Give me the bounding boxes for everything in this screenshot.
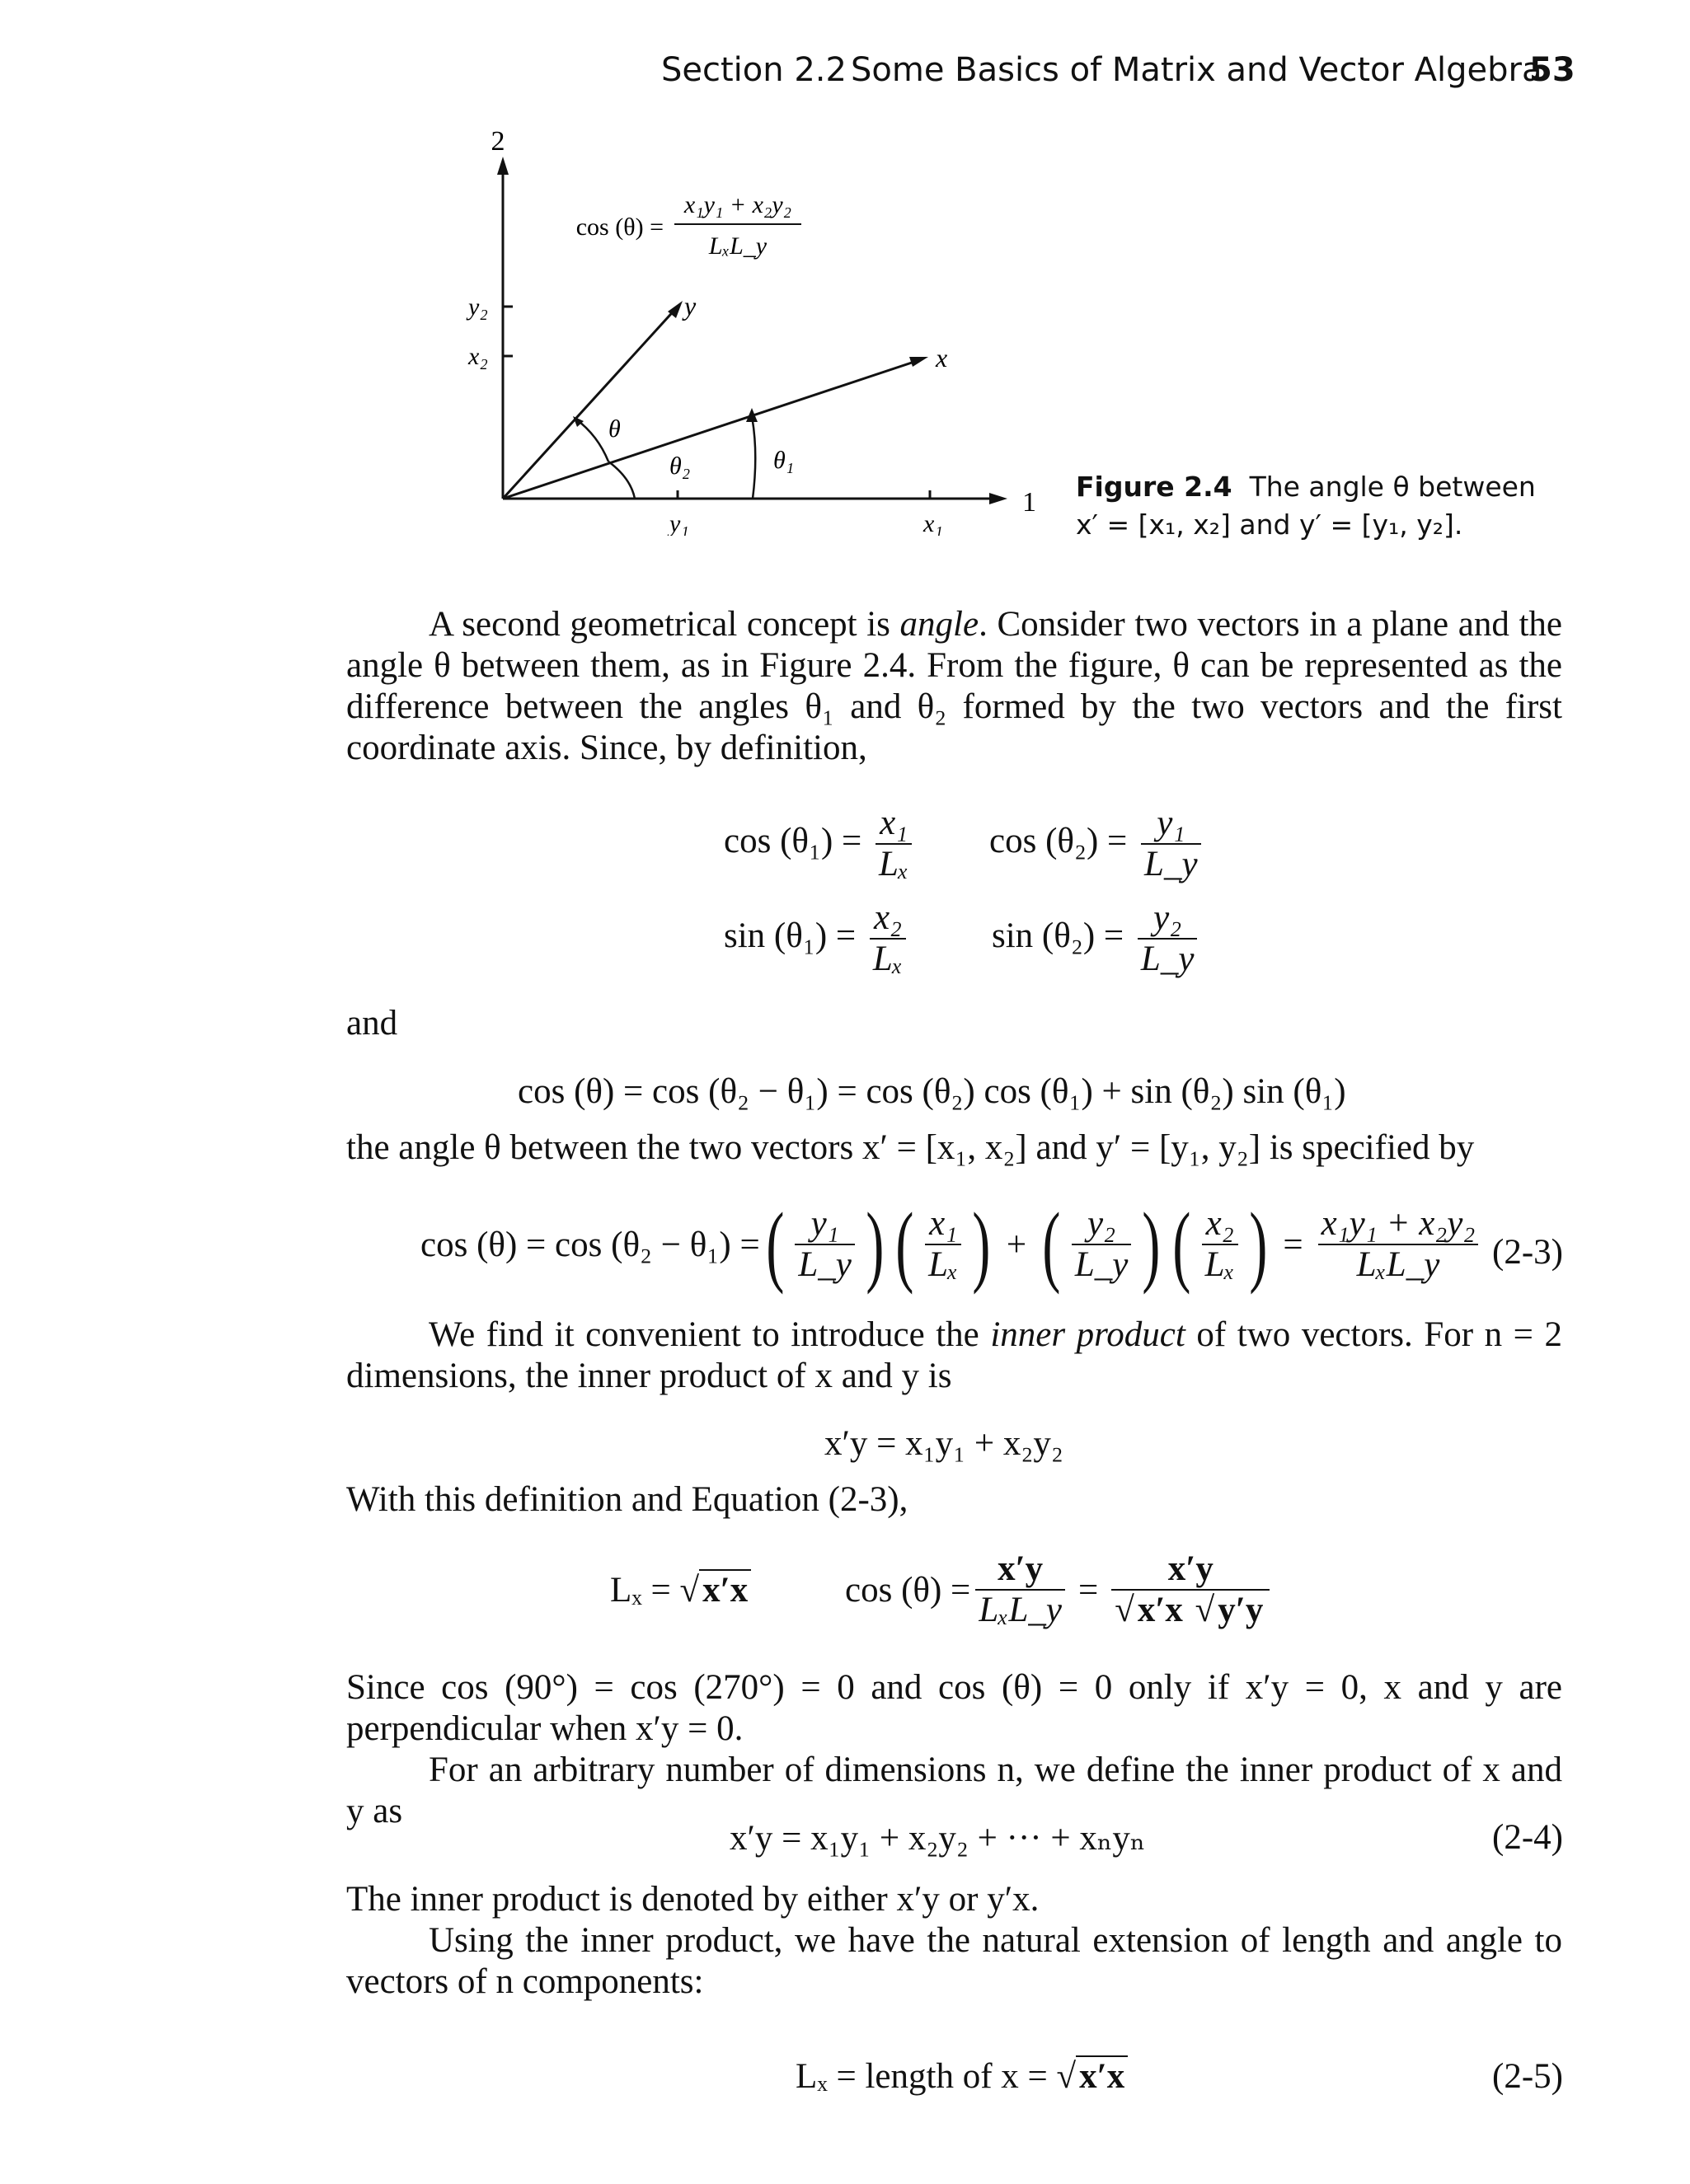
equation-number-2-3: (2-3) — [1492, 1233, 1563, 1272]
page-number: 53 — [1529, 51, 1575, 89]
caption-label: Figure 2.4 — [1076, 471, 1232, 503]
vector-x-arrow-icon — [909, 357, 928, 367]
figure-angle-diagram — [462, 124, 1088, 536]
eq-length-x: Lₓ = √x′x — [610, 1570, 751, 1610]
paragraph-angle-intro: A second geometrical concept is angle. Consider two vectors in a plane and the angle θ between them, as in Figure 2.4. From the figure, θ can be represented as the difference between the angles θ₁ and θ₂ formed by the two vectors and the first coordinate axis. Since, by definition, — [346, 605, 1562, 767]
label-x1: x₁ — [923, 510, 943, 536]
paragraph-arbitrary-dimensions: For an arbitrary number of dimensions n, we define the inner product of x and y as — [346, 1750, 1562, 1830]
eq-cos-theta1: cos (θ₁) = $\frac{\text{x₁}}{\text{Lₓ}}$ — [724, 804, 917, 884]
label-y1: y₁ — [669, 510, 689, 536]
figure-caption — [1076, 468, 1536, 544]
figure-formula-lhs: cos (θ) = — [575, 213, 664, 241]
paragraph-inner-product: We find it convenient to introduce the inner product of two vectors. For n = 2 dimensions, the inner product of x and y is — [346, 1315, 1562, 1395]
x-axis-arrow-icon — [989, 493, 1007, 504]
y-axis-arrow-icon — [497, 157, 509, 175]
theta2-arc — [608, 462, 635, 499]
section-label: Section 2.2 — [661, 51, 847, 89]
eq-cos-inner: cos (θ) = $\frac{x'y}{\text{LₓL\_y}}$ = $\frac{x'y}{√x'x √y'y}$ — [845, 1549, 1275, 1630]
label-theta2: θ₂ — [669, 452, 691, 480]
label-theta: θ — [608, 415, 621, 443]
figure-formula-den: LₓL_y — [708, 232, 768, 260]
label-x: x — [936, 343, 948, 373]
eq-sin-theta1: sin (θ₁) = $\frac{\text{x₂}}{\text{Lₓ}}$ — [724, 898, 911, 979]
label-x2: x₂ — [468, 343, 488, 370]
equation-2-3: cos (θ) = cos (θ₂ − θ₁) = ( $\frac{\text{y₁}}{L\_y}$ ) ( $\frac{\text{x₁}}{\text{Lₓ}}$ ) + ( $\frac{\text{y₂}}{L\_y}$ ) ( $\frac{\text{x₂}}{\text{Lₓ}}$ ) = $\frac{\text{x₁y₁ + x₂y₂}}{\text{LₓL\_y}}$ — [420, 1199, 1483, 1290]
equation-2-5: Lₓ = length of x = √x′x — [796, 2056, 1128, 2097]
word-and: and — [346, 1004, 398, 1043]
axis-label-1: 1 — [1022, 487, 1036, 518]
label-theta1: θ₁ — [773, 447, 795, 474]
figure-formula-num: x₁y₁ + x₂y₂ — [683, 191, 792, 218]
caption-line1: The angle θ between — [1249, 471, 1536, 503]
theta1-arc — [752, 416, 755, 499]
paragraph-angle-specified: the angle θ between the two vectors x′ = [x₁, x₂] and y′ = [y₁, y₂] is specified by — [346, 1128, 1475, 1167]
label-y2: y₂ — [468, 293, 488, 321]
equation-number-2-5: (2-5) — [1492, 2057, 1563, 2096]
paragraph-perpendicular: Since cos (90°) = cos (270°) = 0 and cos (θ) = 0 only if x′y = 0, x and y are perpendicular when x′y = 0. — [346, 1668, 1562, 1748]
emphasis-inner-product: inner product — [990, 1315, 1185, 1354]
paragraph-natural-extension: Using the inner product, we have the natural extension of length and angle to vectors of n components: — [346, 1921, 1562, 2001]
paragraph-denoted: The inner product is denoted by either x′y or y′x. — [346, 1880, 1040, 1919]
eq-sin-theta2: sin (θ₂) = $\frac{\text{y₂}}{L\_y}$ — [992, 898, 1202, 979]
label-y: y — [684, 291, 697, 321]
paragraph-with-definition: With this definition and Equation (2-3), — [346, 1480, 908, 1519]
theta-arc — [575, 419, 608, 462]
eq-cos-difference: cos (θ) = cos (θ₂ − θ₁) = cos (θ₂) cos (θ₁) + sin (θ₂) sin (θ₁) — [518, 1072, 1346, 1111]
caption-line2: x′ = [x₁, x₂] and y′ = [y₁, y₂]. — [1076, 509, 1463, 541]
equation-2-4: x′y = x₁y₁ + x₂y₂ + ··· + xₙyₙ — [730, 1819, 1146, 1858]
eq-inner-product-2d: x′y = x₁y₁ + x₂y₂ — [824, 1424, 1063, 1463]
equation-number-2-4: (2-4) — [1492, 1818, 1563, 1857]
eq-cos-theta2: cos (θ₂) = $\frac{\text{y₁}}{L\_y}$ — [989, 804, 1206, 884]
running-title: Some Basics of Matrix and Vector Algebra — [851, 51, 1542, 89]
emphasis-angle: angle — [899, 605, 979, 644]
axis-label-2: 2 — [491, 126, 505, 157]
